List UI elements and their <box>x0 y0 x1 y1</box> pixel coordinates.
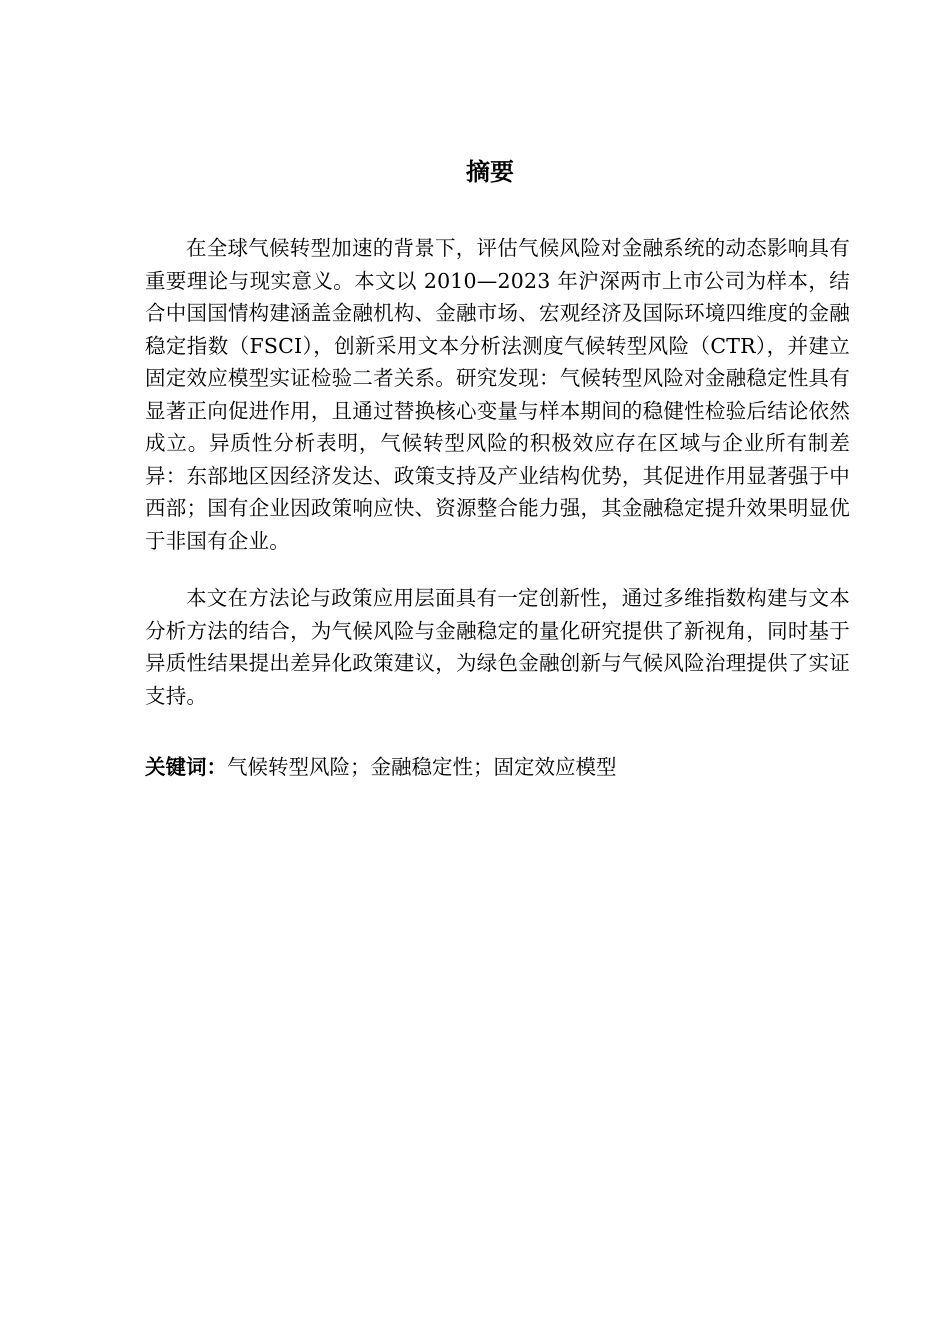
abstract-title: 摘要 <box>466 158 514 186</box>
abstract-paragraph-2: 本文在方法论与政策应用层面具有一定创新性，通过多维指数构建与文本分析方法的结合，为气候风险与金融稳定的量化研究提供了新视角，同时基于异质性结果提出差异化政策建议，为绿色金融创新与气候风险治理提供了实证支持。 <box>145 586 850 708</box>
keywords-text: 气候转型风险；金融稳定性；固定效应模型 <box>227 755 617 779</box>
abstract-paragraph-1: 在全球气候转型加速的背景下，评估气候风险对金融系统的动态影响具有重要理论与现实意义。本文以 2010—2023 年沪深两市上市公司为样本，结合中国国情构建涵盖金融机构、金融市场、宏观经济及国际环境四维度的金融稳定指数（FSCI），创新采用文本分析法测度气候转型风险（CTR），并建立固定效应模型实证检验二者关系。研究发现：气候转型风险对金融稳定性具有显著正向促进作用，且通过替换核心变量与样本期间的稳健性检验后结论依然成立。异质性分析表明，气候转型风险的积极效应存在区域与企业所有制差异：东部地区因经济发达、政策支持及产业结构优势，其促进作用显著强于中西部；国有企业因政策响应快、资源整合能力强，其金融稳定提升效果明显优于非国有企业。 <box>145 236 850 553</box>
keywords-line <box>145 751 850 783</box>
keywords-label: 关键词： <box>145 755 227 779</box>
